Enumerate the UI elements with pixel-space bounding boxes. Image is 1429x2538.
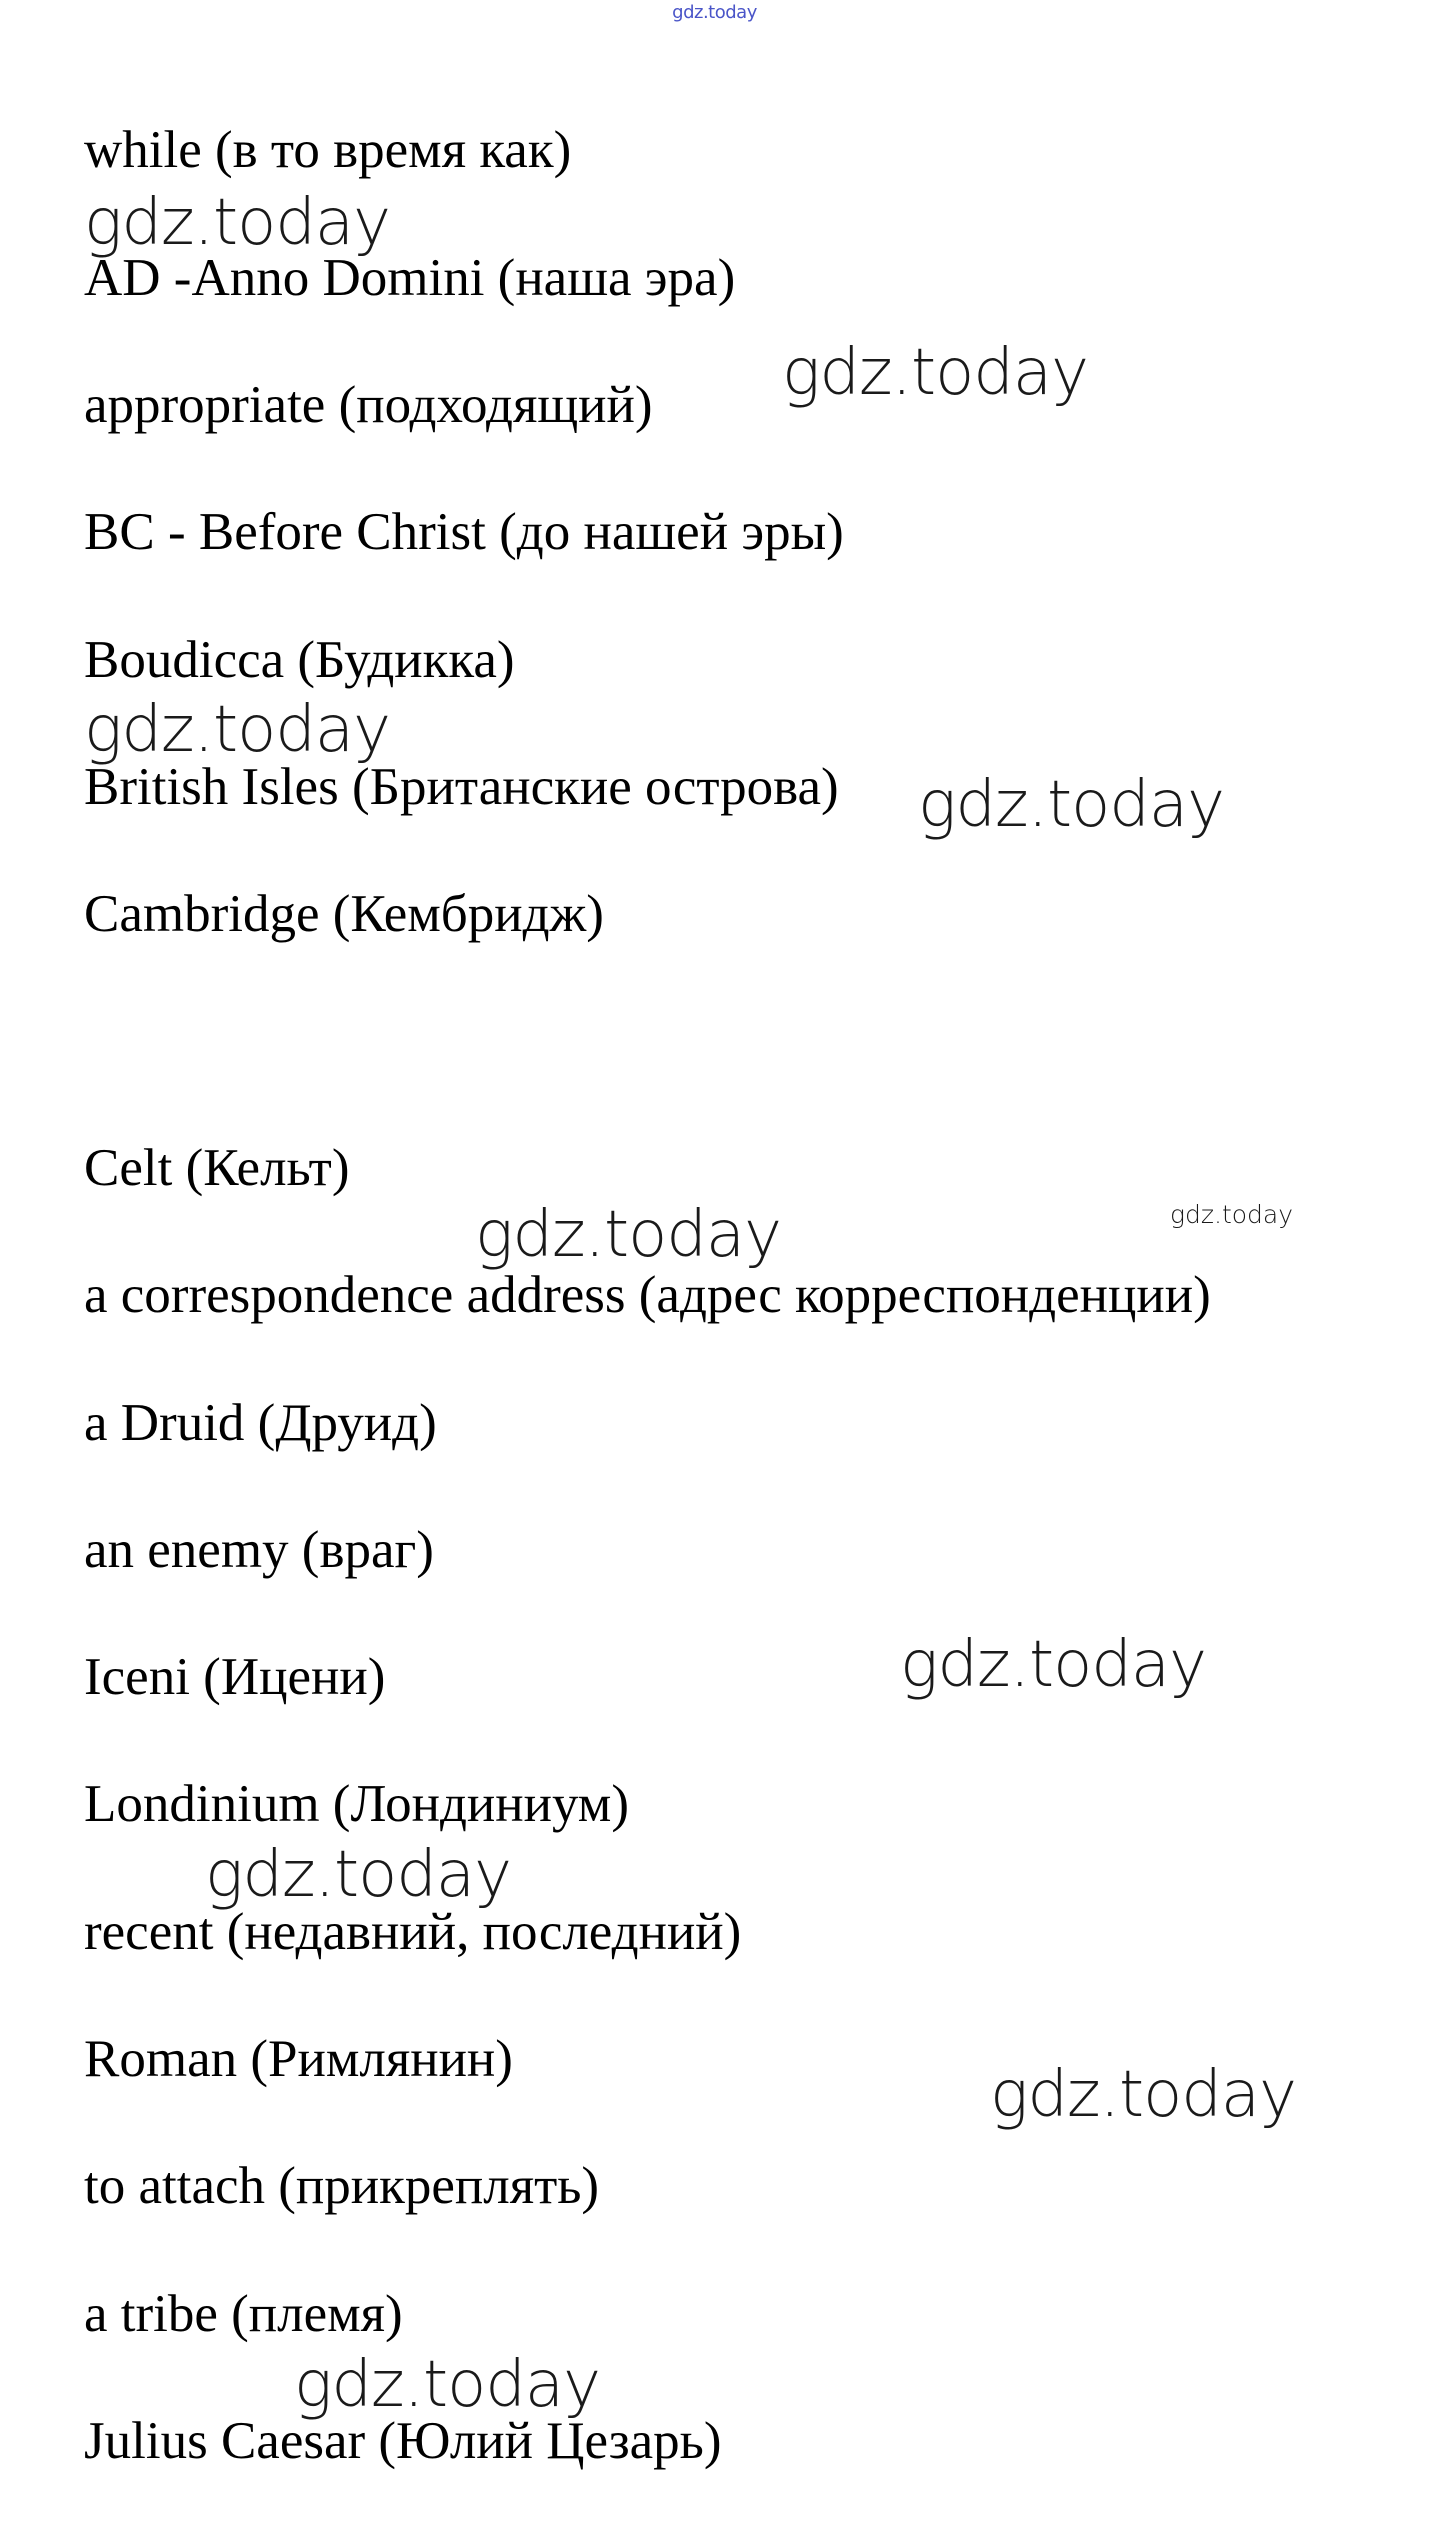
vocab-item: recent (недавний, последний)	[84, 1903, 742, 1961]
watermark: gdz.today	[990, 2058, 1296, 2132]
watermark: gdz.today	[475, 1198, 781, 1272]
vocab-item: while (в то время как)	[84, 121, 572, 179]
watermark: gdz.today	[84, 693, 390, 767]
vocab-item: Cambridge (Кембридж)	[84, 885, 604, 943]
watermark: gdz.today	[294, 2348, 600, 2422]
vocab-item: Londinium (Лондиниум)	[84, 1775, 629, 1833]
vocab-item: BC - Before Christ (до нашей эры)	[84, 503, 844, 561]
watermark: gdz.today	[782, 336, 1088, 410]
vocab-item: British Isles (Британские острова)	[84, 758, 839, 816]
vocab-item: Boudicca (Будикка)	[84, 631, 515, 689]
vocab-item: a correspondence address (адрес корреспонденции)	[84, 1266, 1211, 1324]
vocab-item: Roman (Римлянин)	[84, 2030, 513, 2088]
vocab-item: to attach (прикреплять)	[84, 2157, 600, 2215]
watermark: gdz.today	[205, 1838, 511, 1912]
watermark: gdz.today	[84, 186, 390, 260]
vocab-item: an enemy (враг)	[84, 1521, 434, 1579]
vocab-item: Iceni (Ицени)	[84, 1648, 386, 1706]
vocab-item: Julius Caesar (Юлий Цезарь)	[84, 2412, 722, 2470]
watermark: gdz.today	[918, 768, 1224, 842]
watermark: gdz.today	[1170, 1200, 1294, 1229]
vocab-item: a tribe (племя)	[84, 2285, 403, 2343]
header-watermark: gdz.today	[672, 2, 757, 23]
vocab-item: a Druid (Друид)	[84, 1394, 437, 1452]
vocab-item: appropriate (подходящий)	[84, 376, 653, 434]
vocab-item: Celt (Кельт)	[84, 1139, 350, 1197]
watermark: gdz.today	[900, 1628, 1206, 1702]
vocab-item: AD -Anno Domini (наша эра)	[84, 249, 736, 307]
